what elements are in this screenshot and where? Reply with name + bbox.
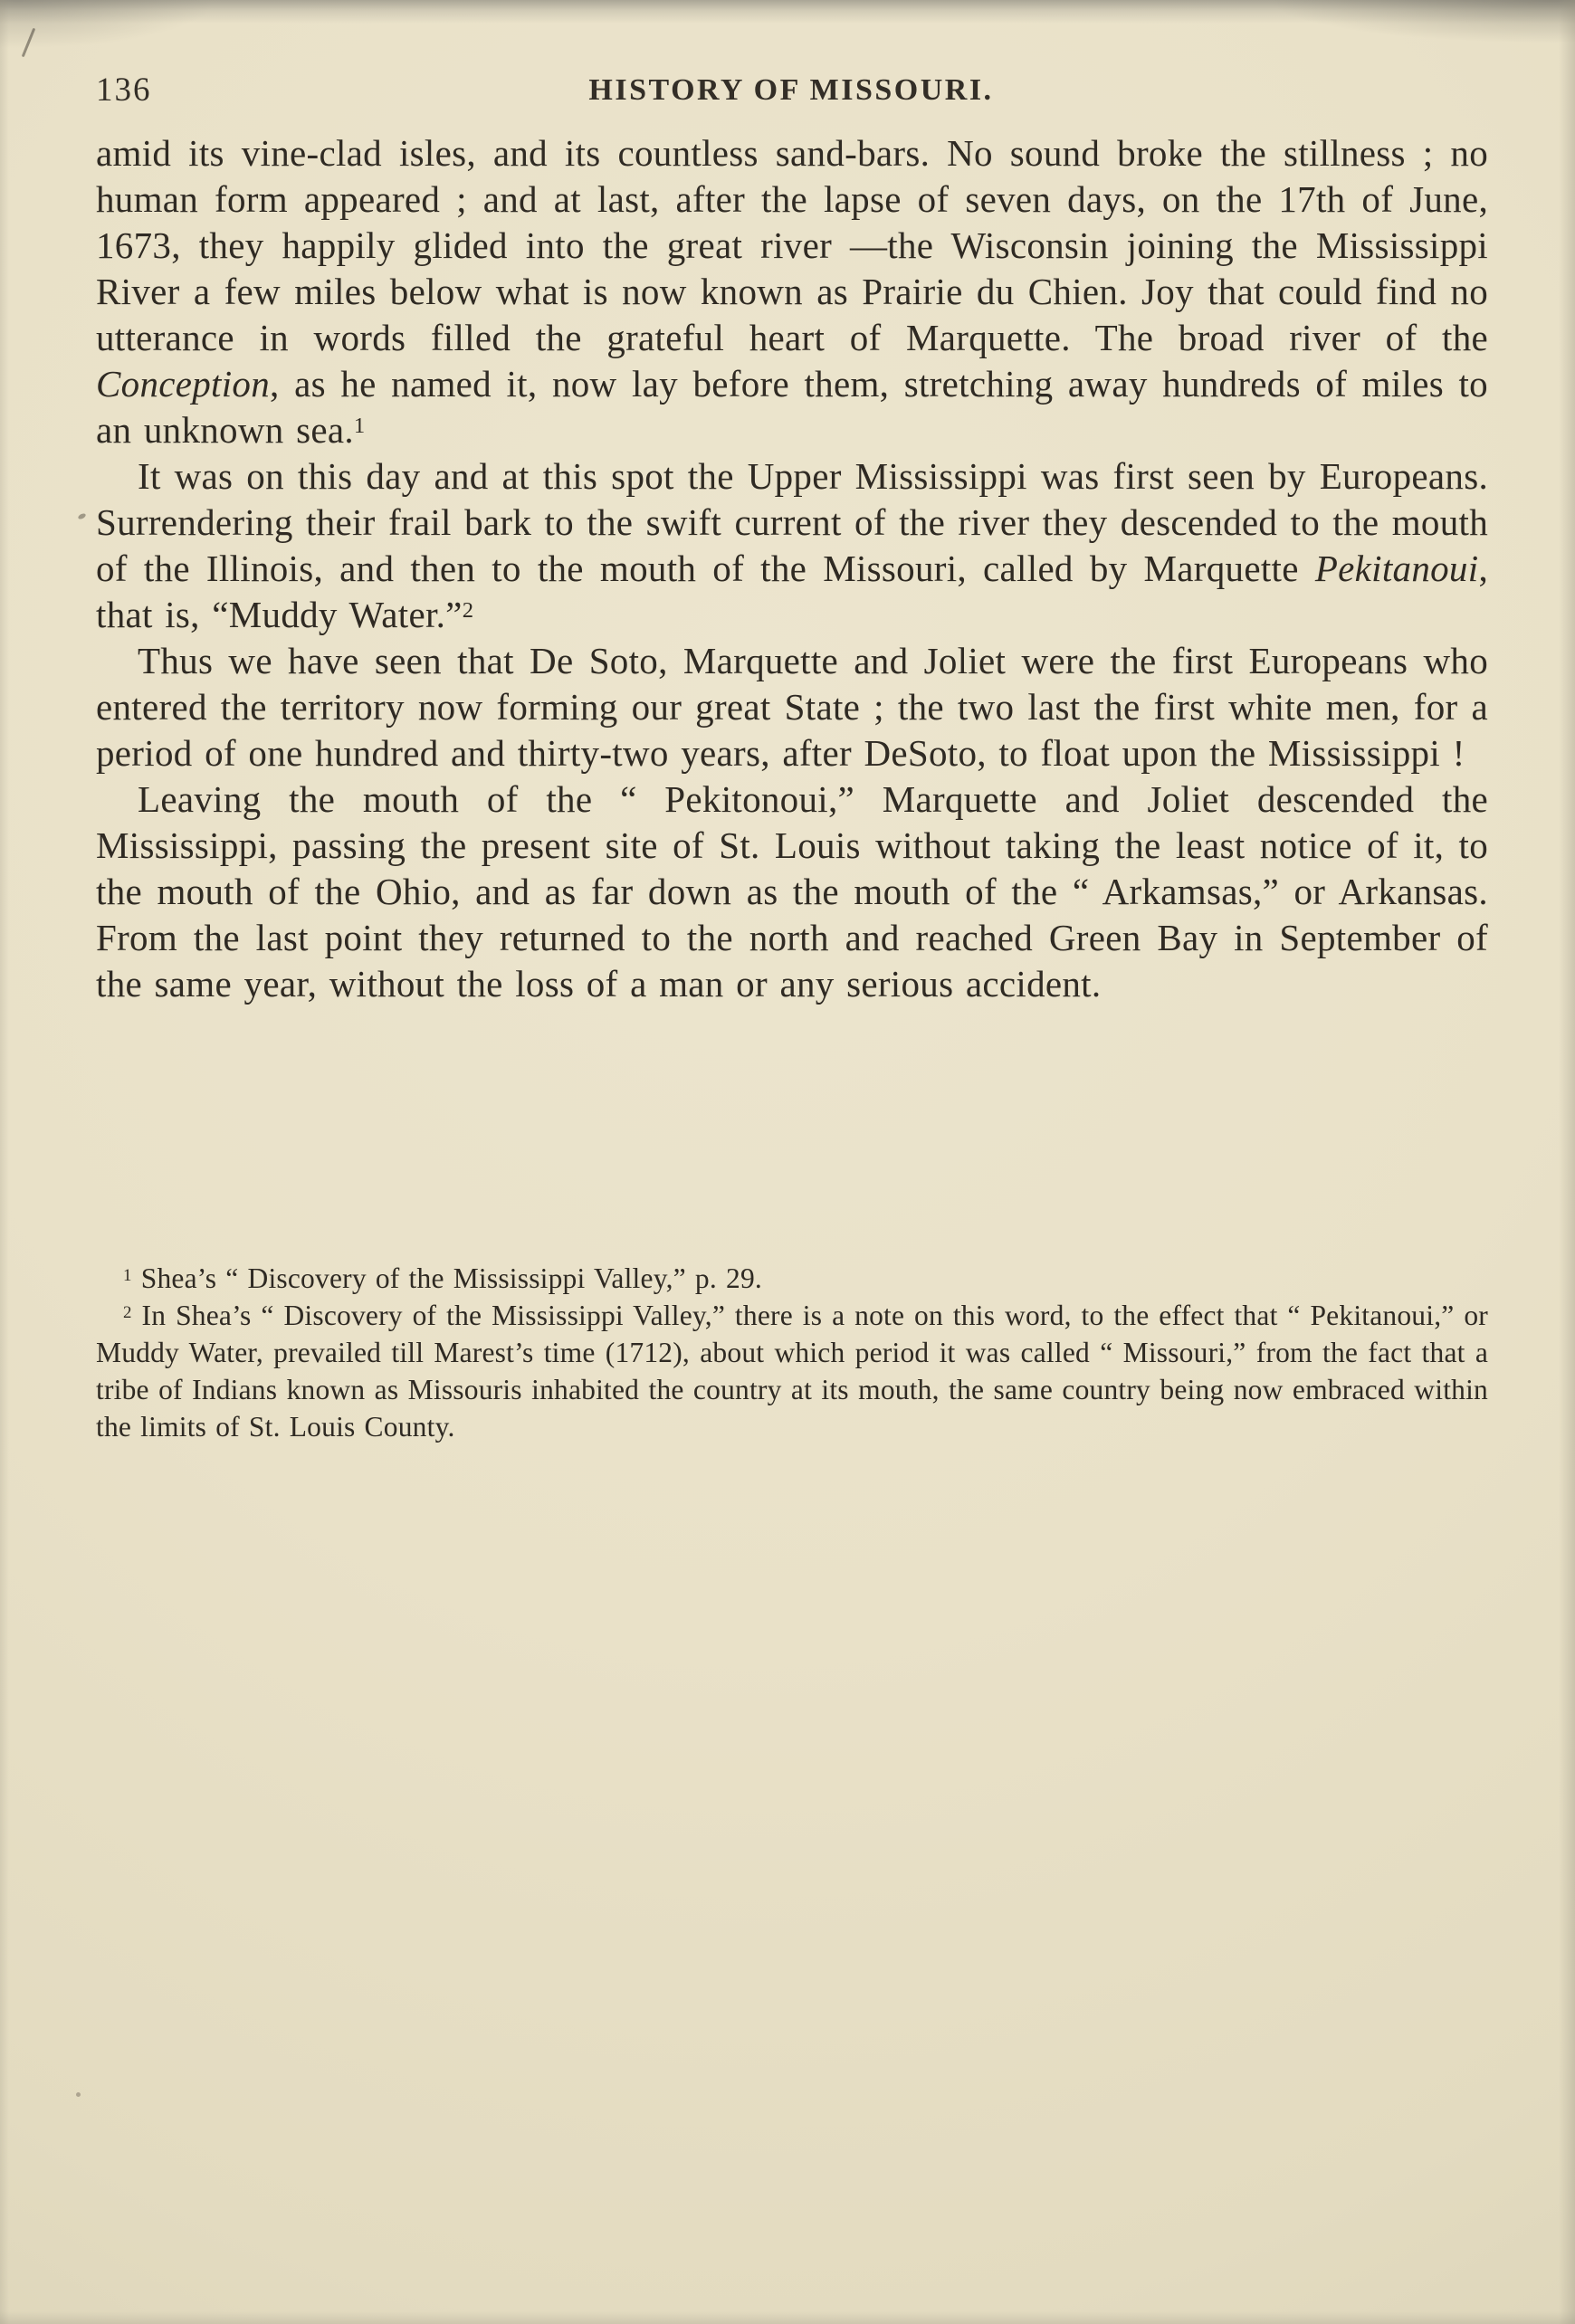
scan-edge-right [1559,0,1575,2324]
footnote [96,1297,1488,1445]
footnotes-block [96,1260,1488,1445]
text-run: It was on this day and at this spot the Upper Mississippi was first seen by Europeans. Surrendering their frail bark to the swift current of the river they descended to the mouth of the Illinois, and then to the mouth of the Missouri, called by Marquette [96,455,1488,589]
text-run: In Shea’s “ Discovery of the Mississippi Valley,” there is a note on this word, to the effect that “ Pekitanoui,” or Muddy Water, prevailed till Marest’s time (1712), about which period it was called “ Missouri,” from the fact that a tribe of Indians known as Missouris inhabited the country at its mouth, the same country being now embraced within the limits of St. Louis County. [96,1300,1488,1443]
page-number: 136 [96,71,152,109]
paragraph [96,638,1488,776]
page-header [96,69,1486,112]
scan-artifact-speck [77,512,86,520]
footnote [96,1260,1488,1297]
text-run: Pekitanoui [1314,548,1479,589]
scan-smudge-top-left [0,0,217,49]
footnote-marker: 1 [353,413,366,438]
text-run: Shea’s “ Discovery of the Mississippi Valley,” p. 29. [131,1262,763,1294]
scan-smudge-top-right [1267,0,1575,43]
scan-edge-bottom [0,2311,1575,2324]
text-run: Leaving the mouth of the “ Pekitonoui,” Marquette and Joliet descended the Mississippi, passing the present site of St. Louis without taking the least notice of it, to the mouth of the Ohio, and as far down as the mouth of the “ Arkamsas,” or Arkansas. From the last point they returned to the north and reached Green Bay in September of the same year, without the loss of a man or any serious accident. [96,778,1488,1005]
footnote-marker: 2 [462,597,474,623]
text-run: Conception [96,363,271,405]
scan-artifact-dot [76,2092,81,2097]
text-run: Thus we have seen that De Soto, Marquette and Joliet were the first Europeans who entered the territory now forming our great State ; the two last the first white men, for a period of one hundred and thirty-two years, after DeSoto, to float upon the Mississippi ! [96,640,1488,774]
scan-edge-left [0,0,9,2324]
footnote-marker: 2 [123,1302,132,1322]
text-run: , that is, “Muddy Water.” [96,548,1488,635]
paragraph [96,776,1488,1007]
body-text-block [96,130,1488,1007]
paragraph [96,130,1488,453]
running-title: HISTORY OF MISSOURI. [588,73,994,107]
paragraph [96,453,1488,638]
text-run: , as he named it, now lay before them, stretching away hundreds of miles to an unknown sea. [96,363,1488,451]
footnote-marker: 1 [123,1265,132,1285]
text-run: amid its vine-clad isles, and its countless sand-bars. No sound broke the stillness ; no human form appeared ; and at last, after the lapse of seven days, on the 17th of June, 1673, they happily glided into the great river —the Wisconsin joining the Mississippi River a few miles below what is now known as Prairie du Chien. Joy that could find no utterance in words filled the grateful heart of Marquette. The broad river of the [96,132,1488,358]
